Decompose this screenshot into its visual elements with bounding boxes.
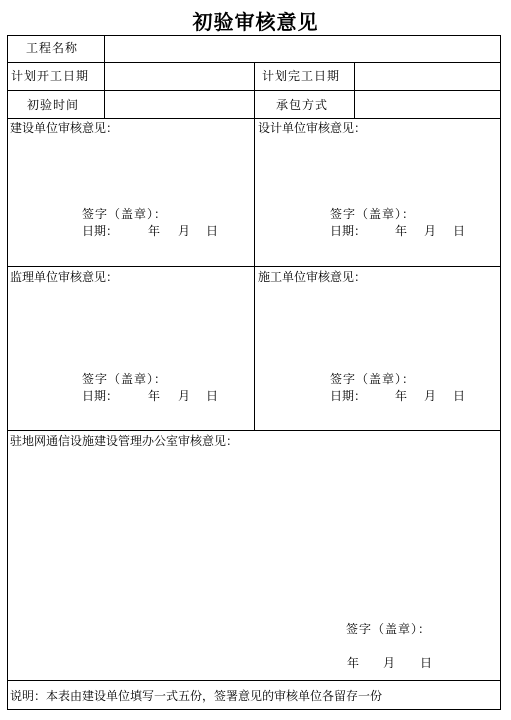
column-divider bbox=[254, 62, 255, 430]
contractor-unit-year: 年 bbox=[395, 389, 408, 403]
project-name-field[interactable] bbox=[105, 36, 500, 62]
contractor-unit-month: 月 bbox=[424, 389, 437, 403]
office-day: 日 bbox=[420, 656, 433, 670]
office-heading: 驻地网通信设施建设管理办公室审核意见： bbox=[10, 434, 239, 448]
supervision-unit-month: 月 bbox=[178, 389, 191, 403]
supervision-unit-signature: 签字（盖章）： bbox=[82, 372, 168, 386]
supervision-unit-date-label: 日期： bbox=[82, 389, 119, 403]
contractor-unit-heading: 施工单位审核意见： bbox=[258, 270, 367, 284]
supervision-unit-heading: 监理单位审核意见： bbox=[10, 270, 119, 284]
contract-mode-field[interactable] bbox=[355, 91, 500, 118]
design-unit-date-label: 日期： bbox=[330, 224, 367, 238]
row-divider bbox=[7, 680, 501, 681]
construction-unit-year: 年 bbox=[148, 224, 161, 238]
construction-unit-day: 日 bbox=[206, 224, 219, 238]
contractor-unit-day: 日 bbox=[453, 389, 466, 403]
acceptance-time-label: 初验时间 bbox=[27, 98, 80, 112]
design-unit-heading: 设计单位审核意见： bbox=[258, 121, 367, 135]
design-unit-signature: 签字（盖章）： bbox=[330, 207, 416, 221]
office-month: 月 bbox=[383, 656, 396, 670]
plan-start-field[interactable] bbox=[105, 63, 254, 90]
construction-unit-signature: 签字（盖章）： bbox=[82, 207, 168, 221]
office-signature: 签字（盖章）： bbox=[346, 622, 432, 636]
design-unit-month: 月 bbox=[424, 224, 437, 238]
contractor-unit-signature: 签字（盖章）： bbox=[330, 372, 416, 386]
construction-unit-month: 月 bbox=[178, 224, 191, 238]
office-year: 年 bbox=[347, 656, 360, 670]
construction-unit-heading: 建设单位审核意见： bbox=[10, 121, 119, 135]
plan-start-label: 计划开工日期 bbox=[11, 69, 90, 83]
project-name-label: 工程名称 bbox=[26, 41, 79, 55]
construction-unit-date-label: 日期： bbox=[82, 224, 119, 238]
supervision-unit-year: 年 bbox=[148, 389, 161, 403]
plan-finish-label: 计划完工日期 bbox=[262, 69, 341, 83]
contractor-unit-date-label: 日期： bbox=[330, 389, 367, 403]
acceptance-time-field[interactable] bbox=[105, 91, 254, 118]
form-title: 初验审核意见 bbox=[192, 10, 319, 34]
plan-finish-field[interactable] bbox=[355, 63, 500, 90]
supervision-unit-day: 日 bbox=[206, 389, 219, 403]
footer-note: 说明：本表由建设单位填写一式五份，签署意见的审核单位各留存一份 bbox=[10, 689, 383, 703]
row-divider bbox=[7, 430, 501, 431]
design-unit-day: 日 bbox=[453, 224, 466, 238]
design-unit-year: 年 bbox=[395, 224, 408, 238]
contract-mode-label: 承包方式 bbox=[276, 98, 329, 112]
